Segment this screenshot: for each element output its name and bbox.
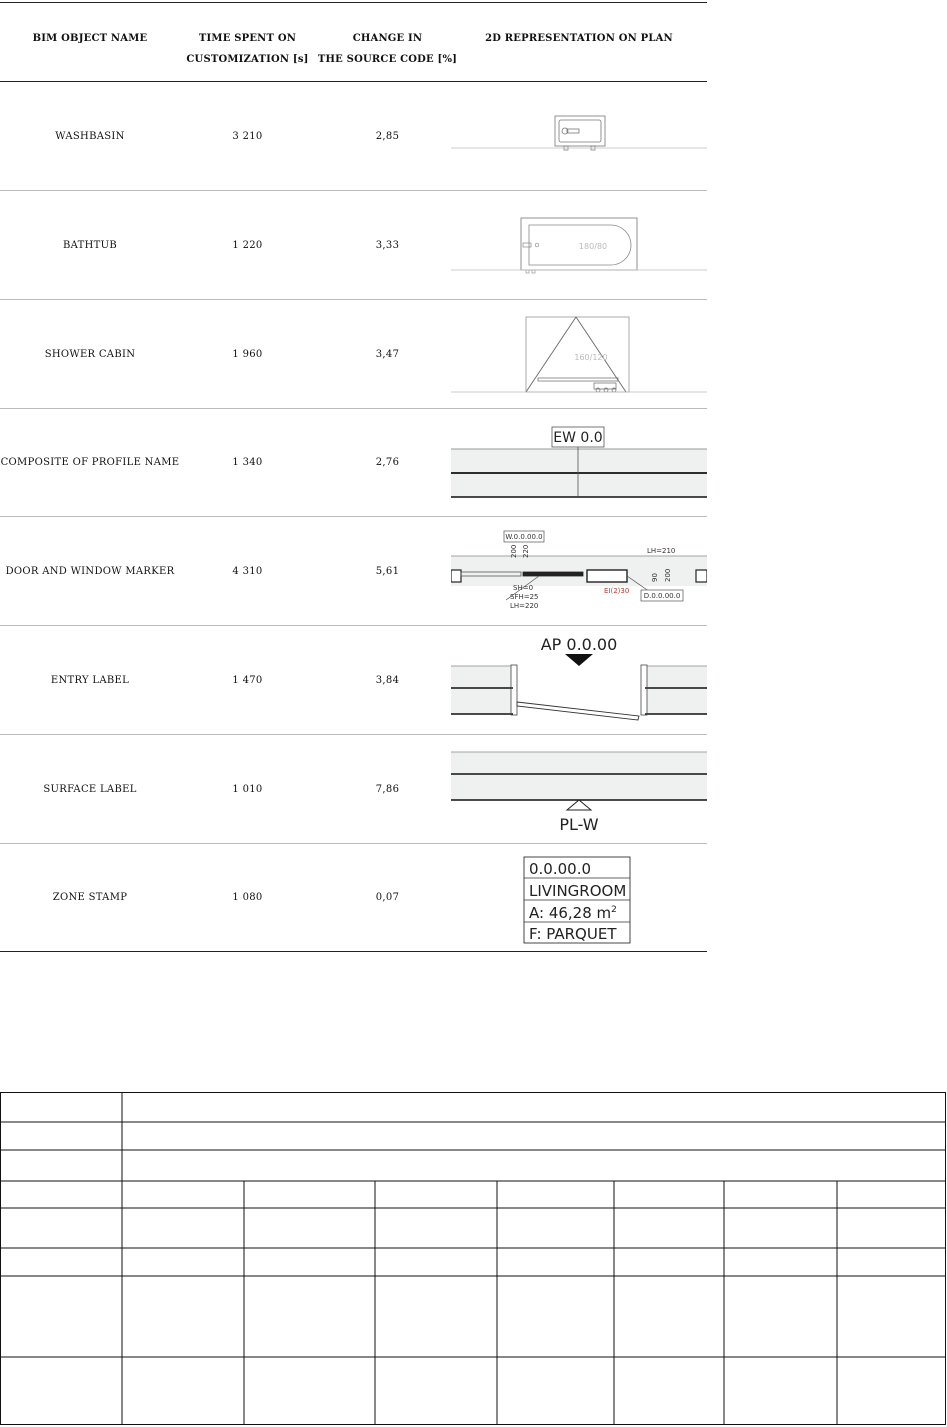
door-sh-label: SH=0 xyxy=(513,584,534,592)
entry-label-plan-drawing xyxy=(451,632,707,722)
row-time-zone-stamp: 1 080 xyxy=(232,892,263,903)
door-dim-4: 200 xyxy=(664,568,672,582)
row-name-zone-stamp: ZONE STAMP xyxy=(52,892,128,903)
zone-name-text: LIVINGROOM xyxy=(529,882,627,900)
header-change-line1: CHANGE IN xyxy=(352,33,423,44)
row-name-door-window: DOOR AND WINDOW MARKER xyxy=(5,566,175,577)
row-time-washbasin: 3 210 xyxy=(232,131,263,142)
door-dim-1: 200 xyxy=(510,544,518,558)
row-change-composite: 2,76 xyxy=(375,457,400,468)
row-time-composite: 1 340 xyxy=(232,457,263,468)
surface-tag-text: PL-W xyxy=(559,815,599,834)
row-change-washbasin: 2,85 xyxy=(375,131,400,142)
door-dim-2: 220 xyxy=(522,544,530,558)
header-time-spent xyxy=(180,28,315,70)
row-change-door-window: 5,61 xyxy=(375,566,400,577)
row-change-zone-stamp: 0,07 xyxy=(375,892,400,903)
row-name-composite: COMPOSITE OF PROFILE NAME xyxy=(0,457,180,468)
door-sfh-label: SFH=25 xyxy=(510,593,539,601)
zone-floor-text: F: PARQUET xyxy=(529,925,617,943)
door-dim-3: 90 xyxy=(651,573,659,582)
zone-area-superscript: 2 xyxy=(611,905,617,915)
row-change-shower-cabin: 3,47 xyxy=(375,349,400,360)
header-bim-object-name xyxy=(0,28,180,49)
shower-cabin-plan-drawing xyxy=(451,312,707,398)
row-name-shower-cabin: SHOWER CABIN xyxy=(44,349,136,360)
composite-plan-drawing xyxy=(451,425,707,501)
header-change-line2: THE SOURCE CODE [%] xyxy=(317,54,458,65)
zone-stamp-plan-drawing xyxy=(451,855,707,945)
door-tag-bottom: D.0.0.00.0 xyxy=(643,592,681,600)
row-name-bathtub: BATHTUB xyxy=(63,240,117,251)
header-time-line2: CUSTOMIZATION [s] xyxy=(186,54,309,65)
washbasin-plan-drawing xyxy=(451,110,707,160)
row-change-surface-label: 7,86 xyxy=(375,784,400,795)
row-divider xyxy=(0,516,707,517)
entry-tag-text: AP 0.0.00 xyxy=(540,635,618,654)
surface-label-plan-drawing xyxy=(451,748,707,836)
row-divider xyxy=(0,625,707,626)
empty-grid-table xyxy=(0,1092,946,1425)
row-time-bathtub: 1 220 xyxy=(232,240,263,251)
bathtub-size-label: 180/80 xyxy=(578,242,608,251)
row-divider xyxy=(0,408,707,409)
row-name-surface-label: SURFACE LABEL xyxy=(43,784,137,795)
door-fire-rating: EI(2)30 xyxy=(604,587,630,595)
header-plan-text: 2D REPRESENTATION ON PLAN xyxy=(485,33,673,44)
svg-text:A: 46,28 m2 xyxy=(529,904,617,922)
header-change-source xyxy=(315,28,460,70)
door-tag-top: W.0.0.00.0 xyxy=(505,533,543,541)
composite-tag-text: EW 0.0 xyxy=(553,430,603,446)
header-bottom-rule xyxy=(0,81,707,82)
door-lh-right: LH=210 xyxy=(647,547,676,555)
door-lh-left: LH=220 xyxy=(510,602,539,610)
bathtub-plan-drawing xyxy=(451,215,707,275)
row-time-surface-label: 1 010 xyxy=(232,784,263,795)
shower-size-label: 160/120 xyxy=(574,353,608,362)
row-name-entry-label: ENTRY LABEL xyxy=(50,675,130,686)
door-window-plan-drawing xyxy=(451,528,707,614)
row-divider xyxy=(0,734,707,735)
row-change-entry-label: 3,84 xyxy=(375,675,400,686)
zone-id-text: 0.0.00.0 xyxy=(529,860,592,878)
row-change-bathtub: 3,33 xyxy=(375,240,400,251)
zone-area-text: A: 46,28 m xyxy=(529,904,612,922)
row-time-entry-label: 1 470 xyxy=(232,675,263,686)
row-divider xyxy=(0,299,707,300)
header-time-line1: TIME SPENT ON xyxy=(198,33,297,44)
header-name-text: BIM OBJECT NAME xyxy=(32,33,148,44)
row-time-shower-cabin: 1 960 xyxy=(232,349,263,360)
row-time-door-window: 4 310 xyxy=(232,566,263,577)
table-bottom-rule xyxy=(0,951,707,952)
table-top-rule xyxy=(0,2,707,3)
row-divider xyxy=(0,190,707,191)
header-2d-representation xyxy=(451,28,707,49)
row-divider xyxy=(0,843,707,844)
row-name-washbasin: WASHBASIN xyxy=(55,131,125,142)
